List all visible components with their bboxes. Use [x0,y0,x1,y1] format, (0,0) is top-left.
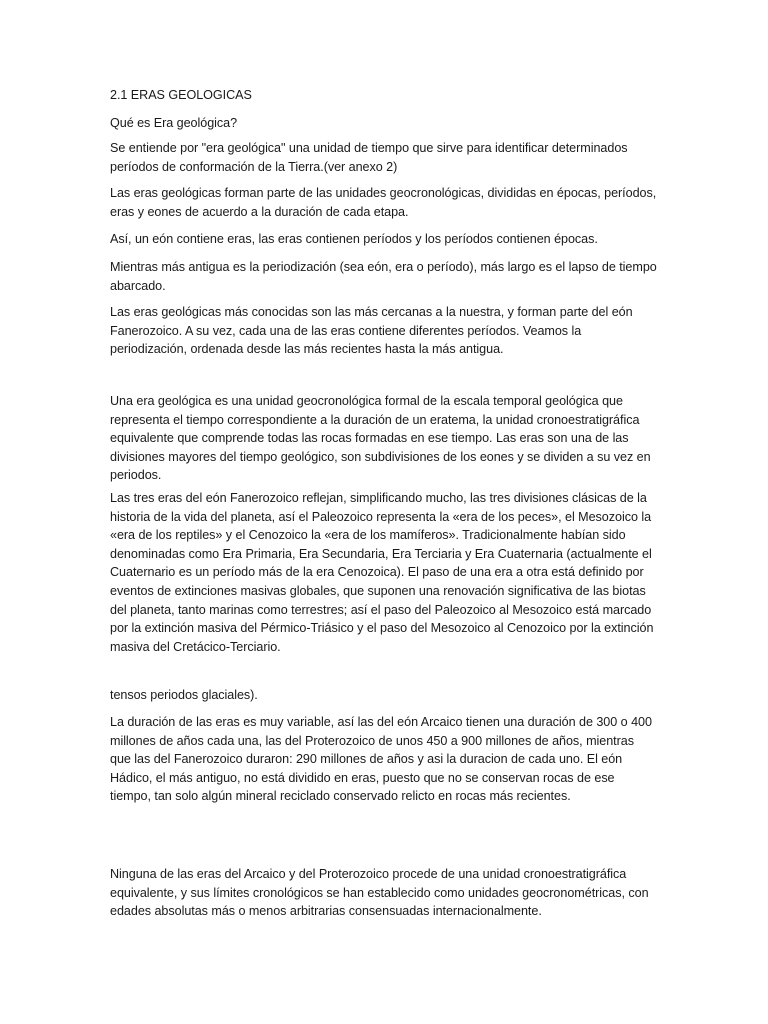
paragraph-duration: Mientras más antigua es la periodización (sea eón, era o período), más largo es el lapso de tiempo abarcado. [110,260,657,293]
paragraph-fanerozoico: Las eras geológicas más conocidas son las más cercanas a la nuestra, y forman parte del eón Fanerozoico. A su vez, cada una de las eras contiene diferentes períodos. Veamos la periodización, ordenada desde las más recientes hasta la más antigua. [110,305,633,357]
paragraph-fragment: tensos periodos glaciales). [110,688,258,702]
paragraph-era-definition: Una era geológica es una unidad geocronológica formal de la escala temporal geológica que representa el tiempo correspondiente a la duración de un eratema, la unidad cronoestratigráfica equivalente que comprende todas las rocas formadas en ese tiempo. Las eras son una de las divisiones mayores del tiempo geológico, son subdivisiones de los eones y se dividen a su vez en periodos. [110,394,651,483]
paragraph-era-duration: La duración de las eras es muy variable, así las del eón Arcaico tienen una duración de 300 o 400 millones de años cada una, las del Proterozoico de unos 450 a 900 millones de años, mientras que las del Fanerozoico duraron: 290 millones de años y asi la duracion de cada uno. El eón Hádico, el más antiguo, no está dividido en eras, puesto que no se conservan rocas de ese tiempo, tan solo algún mineral reciclado conservado relicto en rocas más recientes. [110,715,652,804]
paragraph-three-eras: Las tres eras del eón Fanerozoico reflejan, simplificando mucho, las tres divisiones clásicas de la historia de la vida del planeta, así el Paleozoico representa la «era de los peces», el Mesozoico la «era de los reptiles» y el Cenozoico la «era de los mamíferos». Tradicionalmente habían sido denominadas como Era Primaria, Era Secundaria, Era Terciaria y Era Cuaternaria (actualmente el Cuaternario es un período más de la era Cenozoica). El paso de una era a otra está definido por eventos de extinciones masivas globales, que suponen una renovación significativa de las biotas del planeta, tanto marinas como terrestres; así el paso del Paleozoico al Mesozoico está marcado por la extinción masiva del Pérmico-Triásico y el paso del Mesozoico al Cenozoico por la extinción masiva del Cretácico-Terciario. [110,491,654,654]
question-line: Qué es Era geológica? [110,116,238,130]
paragraph-units: Las eras geológicas forman parte de las unidades geocronológicas, divididas en épocas, períodos, eras y eones de acuerdo a la duración de cada etapa. [110,186,657,219]
paragraph-arcaico: Ninguna de las eras del Arcaico y del Proterozoico procede de una unidad cronoestratigráfica equivalente, y sus límites cronológicos se han establecido como unidades geocronométricas, con edades absolutas más o menos arbitrarias consensuadas internacionalmente. [110,867,649,919]
section-heading: 2.1 ERAS GEOLOGICAS [110,88,252,102]
paragraph-definition: Se entiende por "era geológica" una unidad de tiempo que sirve para identificar determinados períodos de conformación de la Tierra.(ver anexo 2) [110,141,628,174]
paragraph-hierarchy: Así, un eón contiene eras, las eras contienen períodos y los períodos contienen épocas. [110,232,598,246]
